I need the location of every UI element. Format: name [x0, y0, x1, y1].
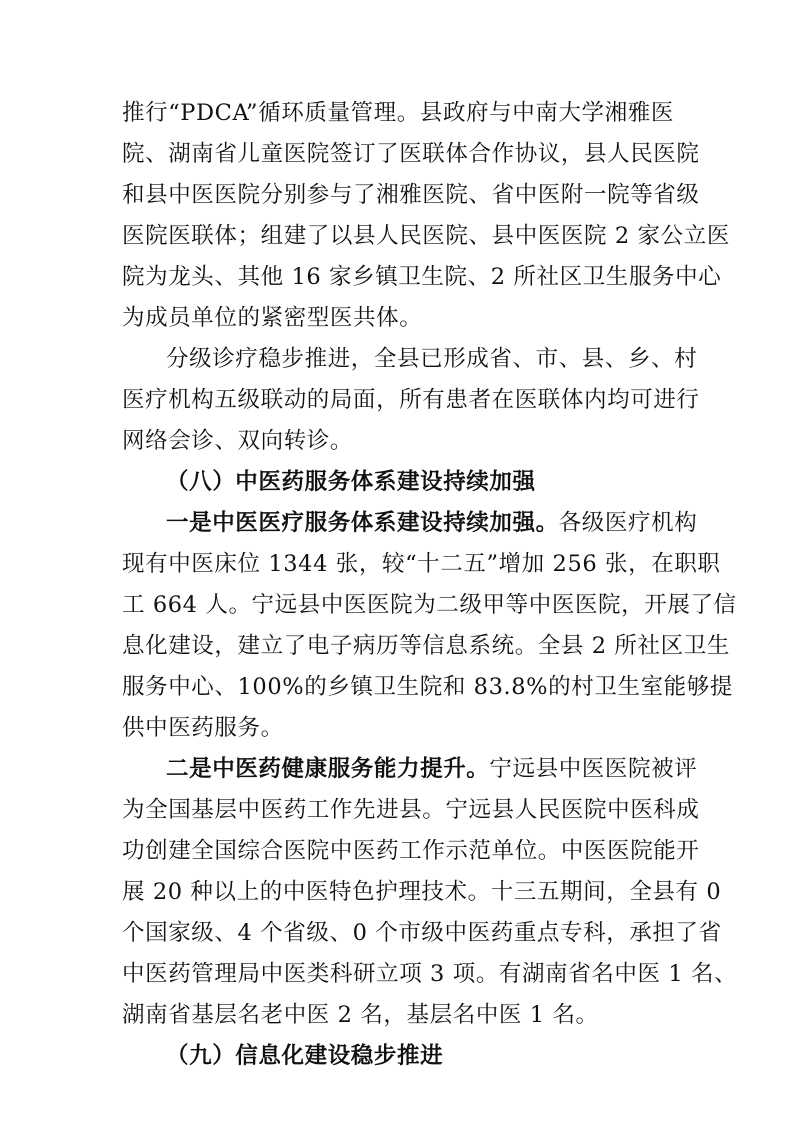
body-text-line: 和县中医医院分别参与了湘雅医院、省中医附一院等省级 [122, 182, 700, 208]
section-heading-9: （九）信息化建设稳步推进 [166, 1043, 444, 1069]
body-text-line [166, 754, 698, 784]
body-text-line: 服务中心、100%的乡镇卫生院和 83.8%的村卫生室能够提 [122, 674, 733, 700]
section-heading-8: （八）中医药服务体系建设持续加强 [166, 469, 536, 495]
body-text-line: 供中医药服务。 [122, 715, 284, 741]
paragraph-text: 宁远县中医医院被评 [489, 756, 698, 782]
body-text-line: 湖南省基层名老中医 2 名，基层名中医 1 名。 [122, 1002, 599, 1028]
body-text-line: 网络会诊、双向转诊。 [122, 428, 354, 454]
body-text-line: 院为龙头、其他 16 家乡镇卫生院、2 所社区卫生服务中心 [122, 264, 722, 290]
body-text-line: 中医药管理局中医类科研立项 3 项。有湖南省名中医 1 名、 [122, 961, 738, 987]
body-text-line: 医疗机构五级联动的局面，所有患者在医联体内均可进行 [122, 387, 700, 413]
body-text-line: 推行“PDCA”循环质量管理。县政府与中南大学湘雅医 [122, 100, 674, 126]
body-text-line: 院、湖南省儿童医院签订了医联体合作协议，县人民医院 [122, 141, 700, 167]
body-text-line: 息化建设，建立了电子病历等信息系统。全县 2 所社区卫生 [122, 633, 730, 659]
body-text-line: 个国家级、4 个省级、0 个市级中医药重点专科，承担了省 [122, 920, 722, 946]
paragraph-lead: 二是中医药健康服务能力提升。 [166, 756, 490, 782]
body-text-line: 功创建全国综合医院中医药工作示范单位。中医医院能开 [122, 838, 700, 864]
body-text-line: 医院医联体；组建了以县人民医院、县中医医院 2 家公立医 [122, 223, 730, 249]
body-text-line: 现有中医床位 1344 张，较“十二五”增加 256 张，在职职 [122, 551, 721, 577]
paragraph-text: 各级医疗机构 [558, 510, 698, 536]
paragraph-lead: 一是中医医疗服务体系建设持续加强。 [166, 510, 559, 536]
body-text-line: 工 664 人。宁远县中医医院为二级甲等中医医院，开展了信 [122, 592, 737, 618]
body-text-line: 为成员单位的紧密型医共体。 [122, 305, 423, 331]
body-text-line [166, 508, 698, 538]
body-text-line: 为全国基层中医药工作先进县。宁远县人民医院中医科成 [122, 797, 700, 823]
body-text-line: 展 20 种以上的中医特色护理技术。十三五期间，全县有 0 [122, 879, 722, 905]
body-text-line: 分级诊疗稳步推进，全县已形成省、市、县、乡、村 [166, 346, 698, 372]
